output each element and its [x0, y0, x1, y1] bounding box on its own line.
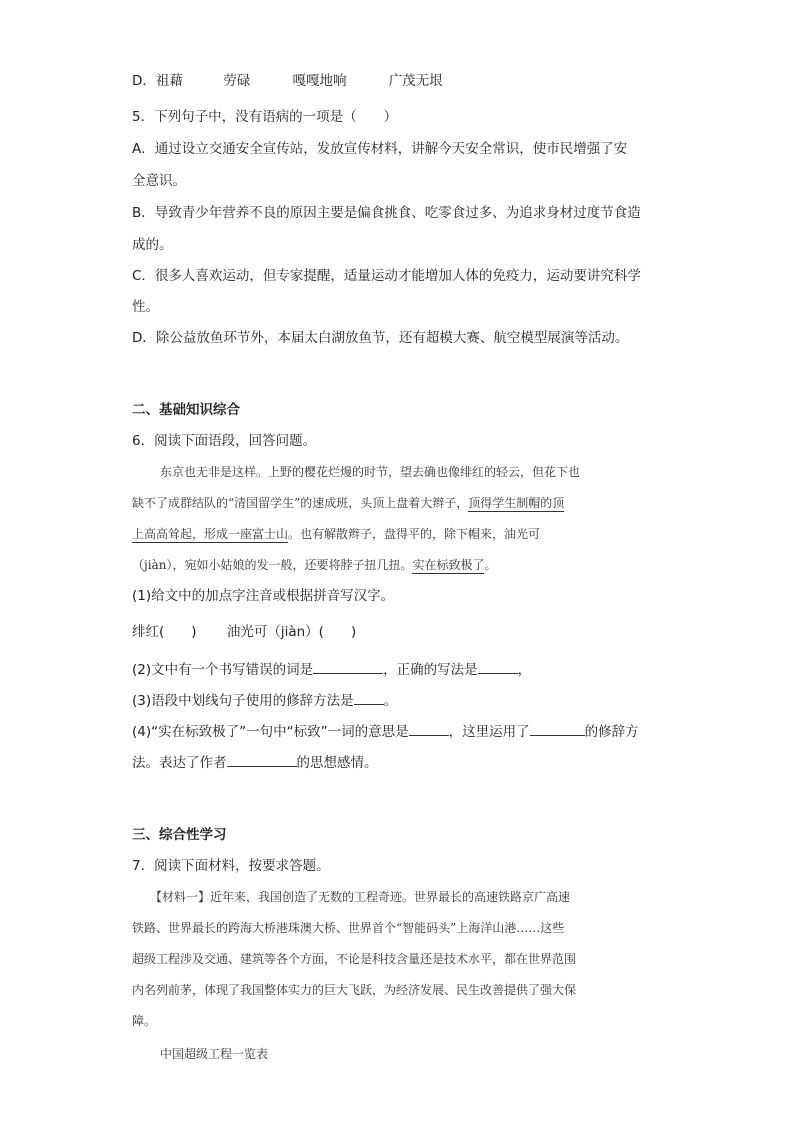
q6-passage-line1: 东京也无非是这样。上野的樱花烂熳的时节，望去确也像绯红的轻云，但花下也: [160, 465, 581, 479]
q7-material-line4: 内名列前茅，体现了我国整体实力的巨大飞跃，为经济发展、民生改善提供了强大保: [132, 983, 577, 997]
q6-sub1-item-b: 油光可（jiàn）( ): [226, 624, 357, 640]
q6-sub4-line2: [132, 752, 378, 773]
q6-sub2: [132, 659, 531, 680]
q4-option-d-label: D．祖藉: [132, 73, 183, 89]
q4-option-d-word4: 广茂无垠: [388, 73, 443, 89]
section-2-title: 二、基础知识综合: [132, 402, 240, 418]
q6-passage-line2: [132, 493, 564, 513]
q6-sub4-text-e: 的思想感情。: [296, 755, 378, 771]
q6-sub4-text-b: ，这里运用了: [448, 724, 530, 740]
q7-table-caption: 中国超级工程一览表: [160, 1047, 269, 1061]
q6-sub1-item-a: 绯红( ): [132, 624, 197, 640]
q5-option-a-line2: 全意识。: [132, 173, 186, 189]
q6-stem: 6．阅读下面语段，回答问题。: [132, 433, 317, 449]
q4-option-d-word3: 嘎嘎地响: [292, 73, 347, 89]
q6-sub4-text-a: (4)“实在标致极了”一句中“标致”一词的意思是: [132, 724, 409, 740]
q6-passage-line3: [132, 524, 540, 544]
q5-stem: 5．下列句子中，没有语病的一项是（ ）: [132, 109, 398, 125]
q5-option-b-line2: 成的。: [132, 237, 173, 253]
q4-option-d: [132, 71, 443, 91]
q6-passage-line4: [132, 555, 496, 575]
q6-sub2-blank-1[interactable]: [313, 659, 383, 674]
q5-option-b-line1: B．导致青少年营养不良的原因主要是偏食挑食、吃零食过多、为追求身材过度节食造: [132, 205, 641, 221]
q6-passage-underlined-2: 上高高耸起，形成一座富士山: [132, 527, 289, 541]
q7-material-line2: 铁路、世界最长的跨海大桥港珠澳大桥、世界首个“智能码头”上海洋山港……这些: [132, 921, 565, 935]
q5-option-a-line1: A．通过设立交通安全宣传站，发放宣传材料，讲解今天安全常识，使市民增强了安: [132, 141, 628, 157]
q6-sub3: [132, 690, 397, 711]
q7-material-line3: 超级工程涉及交通、建筑等各个方面，不论是科技含量还是技术水平，都在世界范围: [132, 952, 577, 966]
q6-sub4-line1: [132, 721, 639, 742]
q6-sub3-text-b: 。: [383, 693, 398, 709]
q6-passage-line3-text: 。也有解散辫子，盘得平的，除下帽来，油光可: [288, 527, 541, 541]
q6-sub4-text-c: 的修辞方: [584, 724, 639, 740]
q6-sub4-blank-1[interactable]: [409, 721, 449, 736]
q6-sub1: (1)给文中的加点字注音或根据拼音写汉字。: [132, 588, 395, 604]
q6-passage-underlined-1: 顶得学生制帽的顶: [468, 496, 565, 510]
q7-stem: 7．阅读下面材料，按要求答题。: [132, 858, 330, 874]
q6-sub1-items: [132, 622, 356, 642]
q6-sub2-text-b: ，正确的写法是: [383, 662, 478, 678]
q6-sub4-text-d: 法。表达了作者: [132, 755, 227, 771]
q6-passage-line2-text: 缺不了成群结队的“清国留学生”的速成班，头顶上盘着大辫子，: [132, 496, 469, 510]
q4-option-d-word2: 劳碌: [223, 73, 251, 89]
q5-option-c-line2: 性。: [132, 299, 159, 315]
q7-material-line1: 【材料一】近年来，我国创造了无数的工程奇迹。世界最长的高速铁路京广高速: [150, 890, 571, 904]
section-3-title: 三、综合性学习: [132, 827, 227, 843]
q6-sub3-text-a: (3)语段中划线句子使用的修辞方法是: [132, 693, 354, 709]
q6-sub2-text-c: ，: [517, 662, 532, 678]
q6-passage-line4-text: （jiàn），宛如小姑娘的发一般，还要将脖子扭几扭。: [132, 558, 413, 572]
q6-sub2-blank-2[interactable]: [478, 659, 518, 674]
q6-sub4-blank-2[interactable]: [530, 721, 585, 736]
q6-passage-line4-end: 。: [484, 558, 497, 572]
q6-passage-underlined-3: 实在标致极了: [412, 558, 485, 572]
q5-option-c-line1: C．很多人喜欢运动，但专家提醒，适量运动才能增加人体的免疫力，运动要讲究科学: [132, 268, 641, 284]
q7-material-line5: 障。: [132, 1014, 157, 1028]
q6-sub3-blank[interactable]: [354, 690, 384, 705]
q5-option-d: D．除公益放鱼环节外，本届太白湖放鱼节，还有超模大赛、航空模型展演等活动。: [132, 330, 629, 346]
q6-sub4-blank-3[interactable]: [227, 752, 297, 767]
q6-sub2-text-a: (2)文中有一个书写错误的词是: [132, 662, 314, 678]
